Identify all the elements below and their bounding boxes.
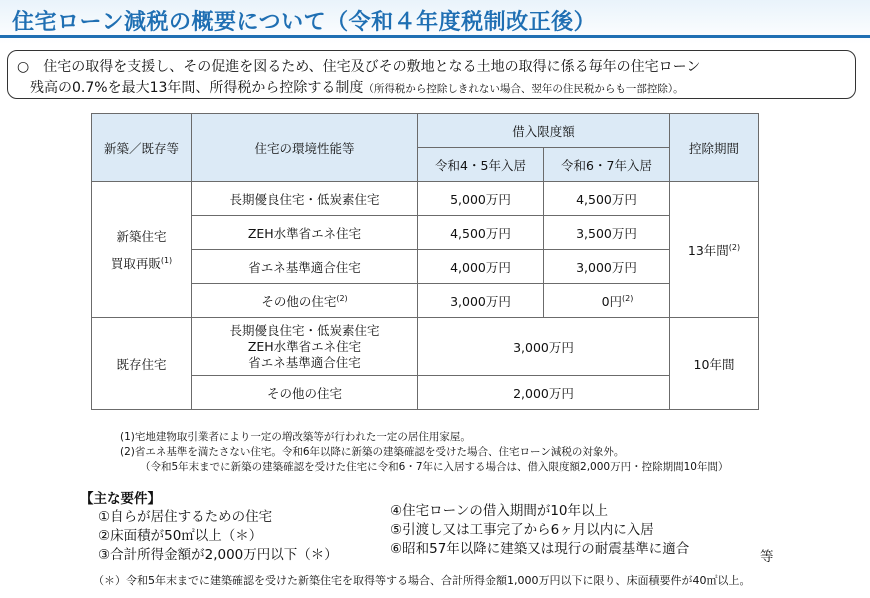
header-period: 控除期間 xyxy=(670,114,759,182)
new-period-text: 13年間 xyxy=(687,242,729,258)
existing-type-1 xyxy=(192,318,418,376)
existing-type-1-line2: ZEH水準省エネ住宅 xyxy=(247,338,362,354)
note-3: （令和5年末までに新築の建築確認を受けた住宅に令和6・7年に入居する場合は、借入限度額2,000万円・控除期間10年間） xyxy=(140,461,729,473)
new-type-1: 長期優良住宅・低炭素住宅 xyxy=(192,182,418,216)
requirement-3: ③合計所得金額が2,000万円以下（＊） xyxy=(98,547,338,563)
requirement-6: ⑥昭和57年以降に建築又は現行の耐震基準に適合 xyxy=(390,541,690,557)
note-1: (1)宅地建物取引業者により一定の増改築等が行われた一定の居住用家屋。 xyxy=(120,431,471,443)
new-r67-4-text: 0円 xyxy=(601,293,623,309)
category-new-sup: (1) xyxy=(160,255,173,265)
title-underline xyxy=(0,35,870,38)
summary-text-2: 残高の0.7%を最大13年間、所得税から控除する制度 xyxy=(30,80,364,96)
existing-limit-2: 2,000万円 xyxy=(418,376,670,410)
footnote: （＊）令和5年末までに建築確認を受けた新築住宅を取得等する場合、合計所得金額1,000万円以下に限り、床面積要件が40㎡以上。 xyxy=(93,574,751,587)
new-r45-1: 5,000万円 xyxy=(418,182,544,216)
new-r67-1: 4,500万円 xyxy=(544,182,670,216)
new-r45-4: 3,000万円 xyxy=(418,284,544,318)
new-type-4 xyxy=(192,284,418,318)
requirements-title: 【主な要件】 xyxy=(80,491,161,507)
summary-note: （所得税から控除しきれない場合、翌年の住民税からも一部控除）。 xyxy=(363,83,684,95)
existing-type-2: その他の住宅 xyxy=(192,376,418,410)
category-new-line2-wrap xyxy=(92,254,191,272)
new-r45-2: 4,500万円 xyxy=(418,216,544,250)
category-existing: 既存住宅 xyxy=(92,318,192,410)
requirement-2: ②床面積が50㎡以上（＊） xyxy=(98,528,263,544)
new-r45-3: 4,000万円 xyxy=(418,250,544,284)
new-type-4-text: その他の住宅 xyxy=(261,293,337,309)
header-performance: 住宅の環境性能等 xyxy=(192,114,418,182)
page-title: 住宅ローン減税の概要について（令和４年度税制改正後） xyxy=(12,10,597,35)
loan-limit-table xyxy=(91,113,759,410)
existing-limit-1: 3,000万円 xyxy=(418,318,670,376)
note-2: (2)省エネ基準を満たさない住宅。令和6年以降に新築の建築確認を受けた場合、住宅ローン減税の対象外。 xyxy=(120,446,625,458)
new-type-4-sup: (2) xyxy=(336,293,348,303)
existing-type-1-line3: 省エネ基準適合住宅 xyxy=(248,354,361,370)
requirement-5: ⑤引渡し又は工事完了から6ヶ月以内に入居 xyxy=(390,522,654,538)
new-r67-4-sup: (2) xyxy=(622,293,634,303)
existing-period: 10年間 xyxy=(670,318,759,410)
category-new xyxy=(92,182,192,318)
requirement-4: ④住宅ローンの借入期間が10年以上 xyxy=(390,503,609,519)
header-limit-r45: 令和4・5年入居 xyxy=(418,148,544,182)
header-limit: 借入限度額 xyxy=(418,114,670,148)
requirement-1: ①自らが居住するための住宅 xyxy=(98,509,273,525)
existing-type-1-line1: 長期優良住宅・低炭素住宅 xyxy=(229,322,380,338)
header-limit-r67: 令和6・7年入居 xyxy=(544,148,670,182)
new-r67-2: 3,500万円 xyxy=(544,216,670,250)
new-r67-4 xyxy=(544,284,670,318)
summary-line-1 xyxy=(17,56,700,76)
new-type-2: ZEH水準省エネ住宅 xyxy=(192,216,418,250)
summary-line-2 xyxy=(30,77,684,97)
title-bar xyxy=(0,0,870,44)
summary-box xyxy=(7,50,856,99)
header-category: 新築／既存等 xyxy=(92,114,192,182)
summary-text-1: 住宅の取得を支援し、その促進を図るため、住宅及びその敷地となる土地の取得に係る毎年の住宅ローン xyxy=(43,59,701,75)
requirements-etc: 等 xyxy=(760,549,774,565)
new-period xyxy=(670,182,759,318)
table-notes xyxy=(120,430,728,475)
new-period-sup: (2) xyxy=(728,242,741,252)
bullet-circle: ○ xyxy=(17,59,30,75)
category-new-line1: 新築住宅 xyxy=(116,229,167,244)
new-r67-3: 3,000万円 xyxy=(544,250,670,284)
category-new-line2: 買取再販 xyxy=(110,256,161,271)
new-type-3: 省エネ基準適合住宅 xyxy=(192,250,418,284)
